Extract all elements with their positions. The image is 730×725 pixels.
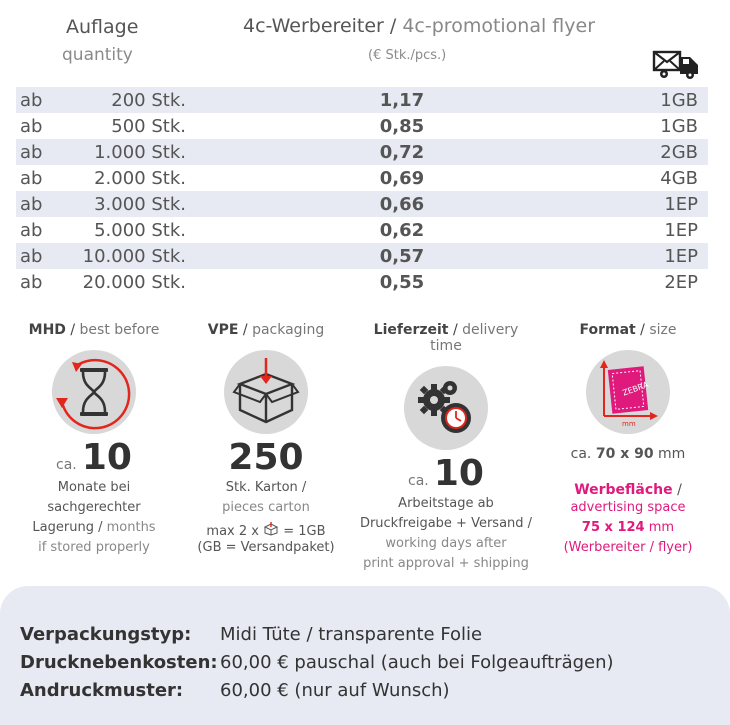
mhd-line3: Lagerung / months — [32, 520, 156, 535]
gears-clock-icon — [404, 366, 488, 450]
mhd-line2: sachgerechter — [47, 500, 141, 515]
footer-key: Verpackungstyp: — [20, 624, 192, 645]
vpe-line1: Stk. Karton / — [225, 480, 307, 495]
footer-key: Andruckmuster: — [20, 680, 184, 701]
svg-text:ZEBRA: ZEBRA — [621, 380, 650, 398]
shipping-cell: 1EP — [618, 243, 708, 269]
product-header — [243, 15, 595, 37]
price-unit-label: (€ Stk./pcs.) — [368, 48, 447, 63]
vpe-column — [176, 322, 356, 555]
price-cell: 0,85 — [379, 115, 425, 137]
lieferzeit-title-en: delivery time — [430, 322, 519, 354]
shipping-cell: 1EP — [618, 191, 708, 217]
mhd-ca: ca. — [56, 457, 77, 473]
prefix-cell: ab — [20, 219, 43, 241]
shipping-cell: 4GB — [660, 167, 698, 189]
footer-row-extra-costs — [20, 652, 614, 673]
mhd-column — [4, 322, 184, 558]
shipping-cell: 1GB — [618, 87, 708, 113]
advertising-space-title: Werbefläche / — [574, 482, 682, 498]
prefix-cell: ab — [16, 139, 60, 165]
quantity-cell: 2.000 Stk. — [94, 167, 186, 189]
table-row — [16, 165, 708, 191]
mhd-line3-en: months — [106, 520, 156, 535]
price-cell: 0,72 — [186, 139, 618, 165]
mhd-line4: if stored properly — [38, 540, 150, 555]
mhd-title-de: MHD — [28, 322, 66, 338]
vpe-line2: pieces carton — [222, 500, 310, 515]
quantity-cell: 200 Stk. — [60, 87, 186, 113]
lieferzeit-title-de: Lieferzeit — [373, 322, 449, 338]
lieferzeit-line2: Druckfreigabe + Versand / — [359, 516, 533, 531]
vpe-title-en: packaging — [252, 322, 325, 338]
advertising-space-unit: mm — [648, 520, 675, 535]
box-icon — [224, 350, 308, 434]
small-box-icon — [263, 522, 279, 541]
vpe-title-de: VPE — [207, 322, 239, 338]
footer-row-proof — [20, 680, 450, 701]
format-title-en: size — [649, 322, 677, 338]
quantity-cell: 10.000 Stk. — [60, 243, 186, 269]
prefix-cell: ab — [16, 243, 60, 269]
footer-panel — [0, 586, 730, 725]
table-row — [16, 243, 708, 269]
lieferzeit-ca: ca. — [408, 473, 429, 489]
advertising-space-de: Werbefläche — [574, 482, 673, 498]
footer-row-packaging — [20, 624, 482, 645]
format-title-de: Format — [579, 322, 636, 338]
prefix-cell: ab — [16, 191, 60, 217]
quantity-cell: 3.000 Stk. — [60, 191, 186, 217]
shipping-cell: 1EP — [664, 219, 698, 241]
advertising-space-note: (Werbereiter / flyer) — [563, 540, 693, 555]
mhd-line3-de: Lagerung — [32, 520, 94, 535]
shipping-cell: 2GB — [618, 139, 708, 165]
quantity-cell: 500 Stk. — [111, 115, 186, 137]
shipping-cell: 2EP — [664, 271, 698, 293]
mhd-line1: Monate bei — [57, 480, 131, 495]
format-ca: ca. — [570, 446, 592, 462]
table-row — [16, 113, 708, 139]
table-row — [16, 191, 708, 217]
lieferzeit-line4: print approval + shipping — [363, 556, 529, 571]
prefix-cell: ab — [20, 167, 43, 189]
price-cell: 0,55 — [379, 271, 425, 293]
format-size: 70 x 90 — [595, 446, 654, 462]
table-row — [16, 217, 708, 243]
lieferzeit-value: 10 — [433, 453, 484, 494]
vpe-value: 250 — [228, 437, 304, 478]
hourglass-icon — [52, 350, 136, 434]
mhd-value: 10 — [81, 437, 132, 478]
product-separator: / — [383, 15, 403, 37]
product-name-de: 4c-Werbereiter — [243, 15, 384, 37]
format-column — [538, 322, 718, 558]
product-name-en: 4c-promotional flyer — [402, 15, 596, 37]
mhd-title: MHD / best before — [28, 322, 160, 338]
table-row — [16, 87, 708, 113]
format-size-line — [538, 444, 718, 464]
price-cell: 0,62 — [379, 219, 425, 241]
prefix-cell: ab — [20, 271, 43, 293]
lieferzeit-title: Lieferzeit / delivery time — [373, 322, 519, 354]
prefix-cell: ab — [16, 87, 60, 113]
vpe-line3 — [176, 522, 356, 541]
price-cell: 0,69 — [379, 167, 425, 189]
quantity-cell: 1.000 Stk. — [60, 139, 186, 165]
advertising-space-size: 75 x 124 — [581, 520, 645, 535]
prefix-cell: ab — [20, 115, 43, 137]
price-table — [16, 87, 708, 295]
format-size-icon — [586, 350, 670, 434]
quantity-header-de: Auflage — [66, 16, 139, 38]
vpe-line4: (GB = Versandpaket) — [197, 540, 335, 555]
lieferzeit-line1: Arbeitstage ab — [398, 496, 494, 511]
footer-value: 60,00 € (nur auf Wunsch) — [220, 680, 450, 701]
footer-key: Drucknebenkosten: — [20, 652, 218, 673]
advertising-space-size-line — [538, 518, 718, 538]
table-row — [16, 139, 708, 165]
format-icon-label: mm — [622, 420, 636, 428]
envelope-truck-icon — [652, 48, 702, 80]
vpe-line3-a: max 2 x — [206, 524, 259, 539]
footer-value: Midi Tüte / transparente Folie — [220, 624, 483, 645]
vpe-line3-b: = 1GB — [283, 524, 326, 539]
price-cell: 1,17 — [186, 87, 618, 113]
footer-value: 60,00 € pauschal (auch bei Folgeaufträgen) — [220, 652, 614, 673]
price-cell: 0,66 — [186, 191, 618, 217]
advertising-space-en: advertising space — [570, 500, 686, 515]
quantity-header-en: quantity — [62, 45, 133, 65]
quantity-cell: 20.000 Stk. — [82, 271, 186, 293]
mhd-title-en: best before — [79, 322, 160, 338]
lieferzeit-line3: working days after — [385, 536, 507, 551]
format-size-unit: mm — [658, 446, 686, 462]
shipping-cell: 1GB — [660, 115, 698, 137]
vpe-title: VPE / packaging — [207, 322, 325, 338]
quantity-cell: 5.000 Stk. — [94, 219, 186, 241]
format-title: Format / size — [579, 322, 677, 338]
lieferzeit-column — [356, 322, 536, 574]
table-row — [16, 269, 708, 295]
price-cell: 0,57 — [186, 243, 618, 269]
